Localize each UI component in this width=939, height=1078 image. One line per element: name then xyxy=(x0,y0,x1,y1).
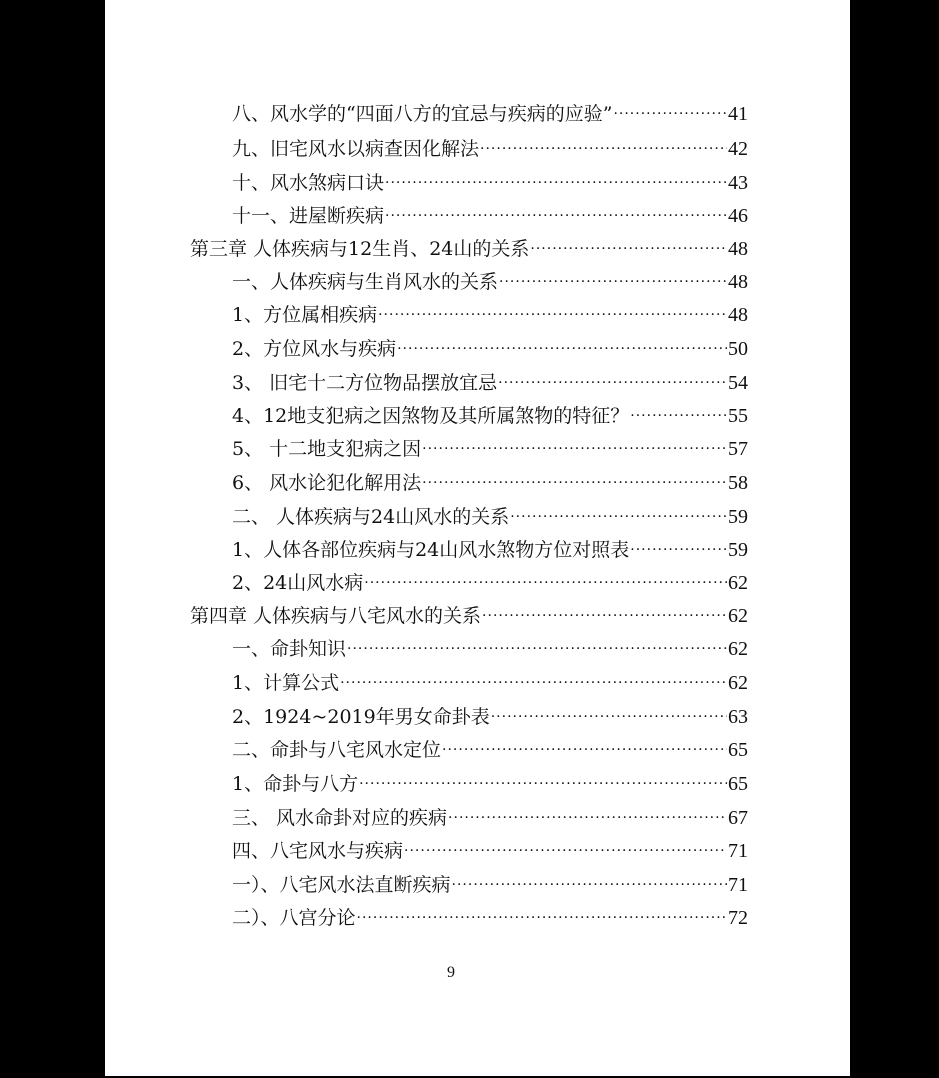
dot-leader xyxy=(357,909,727,930)
dot-leader xyxy=(340,674,727,695)
toc-entry xyxy=(232,833,748,863)
dot-leader xyxy=(404,842,727,863)
toc-entry-title: 3、 旧宅十二方位物品摆放宜忌 xyxy=(232,372,498,394)
toc-entry-page: 65 xyxy=(728,739,748,761)
toc-entry-title: 6、 风水论犯化解用法 xyxy=(232,472,422,494)
toc-entry xyxy=(232,331,748,361)
toc-entry xyxy=(232,532,748,562)
toc-entry xyxy=(232,165,748,195)
dot-leader xyxy=(482,607,727,628)
toc-entry-page: 41 xyxy=(728,103,748,125)
toc-chapter-entry xyxy=(190,598,748,628)
dot-leader xyxy=(630,407,727,428)
dot-leader xyxy=(385,174,727,195)
dot-leader xyxy=(510,508,727,529)
dot-leader xyxy=(347,640,727,661)
toc-entry xyxy=(232,499,748,529)
toc-entry xyxy=(232,900,748,930)
dot-leader xyxy=(630,541,727,562)
toc-entry xyxy=(232,264,748,294)
dot-leader xyxy=(397,340,727,361)
dot-leader xyxy=(364,574,727,595)
toc-entry xyxy=(232,766,748,796)
toc-chapter-entry xyxy=(190,231,748,261)
toc-entry-page: 65 xyxy=(728,773,748,795)
toc-entry xyxy=(232,131,748,161)
toc-entry xyxy=(232,800,748,830)
toc-entry-page: 55 xyxy=(728,405,748,427)
dot-leader xyxy=(498,374,727,395)
dot-leader xyxy=(378,306,727,327)
dot-leader xyxy=(448,809,727,830)
toc-entry-title: 2、24山风水病 xyxy=(232,572,364,594)
dot-leader xyxy=(422,440,727,461)
toc-entry-title: 四、八宅风水与疾病 xyxy=(232,840,404,862)
page-number: 9 xyxy=(447,964,455,981)
toc-entry xyxy=(232,565,748,595)
toc-entry-title: 2、方位风水与疾病 xyxy=(232,338,397,360)
toc-entry-page: 46 xyxy=(728,205,748,227)
toc-entry xyxy=(232,365,748,395)
toc-entry xyxy=(232,465,748,495)
toc-entry-title: 一、人体疾病与生肖风水的关系 xyxy=(232,271,499,293)
toc-entry-title: 2、1924~2019年男女命卦表 xyxy=(232,706,490,728)
toc-entry-page: 62 xyxy=(728,572,748,594)
toc-entry-title: 第三章 人体疾病与12生肖、24山的关系 xyxy=(190,238,530,260)
toc-entry-page: 62 xyxy=(728,605,748,627)
toc-entry-page: 50 xyxy=(728,338,748,360)
toc-entry-page: 71 xyxy=(728,874,748,896)
toc-entry-page: 48 xyxy=(728,304,748,326)
toc-entry-title: 1、方位属相疾病 xyxy=(232,304,378,326)
dot-leader xyxy=(359,775,727,796)
toc-entry-title: 一、命卦知识 xyxy=(232,638,347,660)
dot-leader xyxy=(480,140,727,161)
toc-entry-page: 58 xyxy=(728,472,748,494)
toc-entry-title: 八、风水学的“四面八方的宜忌与疾病的应验” xyxy=(232,103,613,125)
toc-entry xyxy=(232,699,748,729)
toc-entry-page: 42 xyxy=(728,138,748,160)
toc-entry xyxy=(232,867,748,897)
toc-entry xyxy=(232,631,748,661)
toc-entry-page: 54 xyxy=(728,372,748,394)
toc-entry xyxy=(232,431,748,461)
toc-entry-title: 三、 风水命卦对应的疾病 xyxy=(232,807,448,829)
toc-entry-title: 1、人体各部位疾病与24山风水煞物方位对照表 xyxy=(232,539,630,561)
toc-entry xyxy=(232,198,748,228)
toc-entry-title: 十、风水煞病口诀 xyxy=(232,172,385,194)
dot-leader xyxy=(491,708,727,729)
dot-leader xyxy=(385,207,727,228)
toc-entry-page: 62 xyxy=(728,638,748,660)
dot-leader xyxy=(442,741,727,762)
toc-entry xyxy=(232,297,748,327)
toc-entry-page: 72 xyxy=(728,907,748,929)
toc-entry-page: 43 xyxy=(728,172,748,194)
toc-entry-page: 57 xyxy=(728,438,748,460)
toc-entry-page: 67 xyxy=(728,807,748,829)
toc-entry xyxy=(232,96,748,126)
toc-entry-title: 5、 十二地支犯病之因 xyxy=(232,438,422,460)
toc-entry-title: 第四章 人体疾病与八宅风水的关系 xyxy=(190,605,482,627)
toc-entry xyxy=(232,398,748,428)
dot-leader xyxy=(499,273,727,294)
toc-entry-page: 59 xyxy=(728,506,748,528)
toc-entry-title: 一）、八宅风水法直断疾病 xyxy=(232,874,451,896)
toc-entry xyxy=(232,732,748,762)
toc-entry-title: 二、命卦与八宅风水定位 xyxy=(232,739,442,761)
dot-leader xyxy=(452,876,727,897)
toc-entry-title: 十一、进屋断疾病 xyxy=(232,205,385,227)
dot-leader xyxy=(613,105,727,126)
toc-entry-page: 59 xyxy=(728,539,748,561)
toc-entry-page: 71 xyxy=(728,840,748,862)
toc-entry-page: 63 xyxy=(728,706,748,728)
toc-entry-title: 九、旧宅风水以病查因化解法 xyxy=(232,138,480,160)
toc-entry-page: 48 xyxy=(728,238,748,260)
toc-entry-page: 62 xyxy=(728,672,748,694)
toc-entry-title: 二、 人体疾病与24山风水的关系 xyxy=(232,506,510,528)
toc-entry-page: 48 xyxy=(728,271,748,293)
toc-entry xyxy=(232,665,748,695)
toc-entry-title: 二）、八宫分论 xyxy=(232,907,356,929)
toc-entry-title: 1、命卦与八方 xyxy=(232,773,359,795)
toc-entry-title: 1、计算公式 xyxy=(232,672,340,694)
dot-leader xyxy=(530,240,727,261)
document-page xyxy=(105,0,850,1076)
dot-leader xyxy=(422,474,727,495)
toc-entry-title: 4、12地支犯病之因煞物及其所属煞物的特征？ xyxy=(232,405,630,427)
